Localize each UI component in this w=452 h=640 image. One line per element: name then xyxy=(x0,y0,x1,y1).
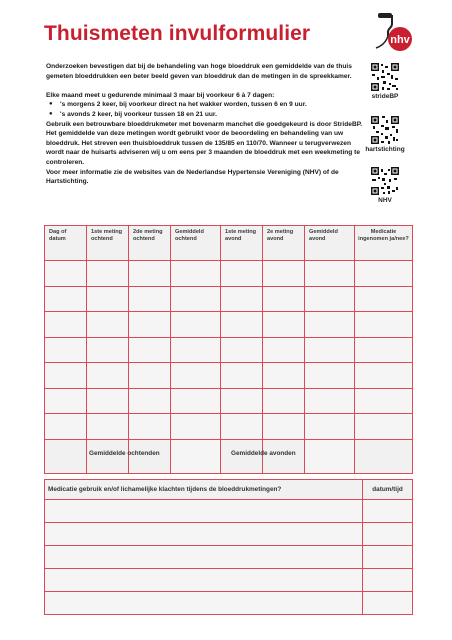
cell-medication[interactable] xyxy=(355,388,413,414)
cell-evening-avg[interactable] xyxy=(305,388,355,414)
cell-date-time[interactable] xyxy=(363,569,413,592)
cell-morning-1[interactable] xyxy=(87,363,129,389)
intro-paragraph-3: Gebruik een betrouwbare bloeddrukmeter met bovenarm manchet die goedgekeurd is door StrideBP. Het gemiddelde van deze metingen wordt gebruikt voor de beoordeling en behandeling van uw bloeddruk. Het streven een thuisbloeddruk tussen de 135/85 en 110/70. Wanneer u terugverwezen wordt naar de huisarts adviseren wij u om eens per 3 maanden de bloeddruk met een weekmeting te controleren. xyxy=(46,120,363,166)
measurement-table xyxy=(44,225,413,474)
cell-date-time[interactable] xyxy=(363,546,413,569)
cell-evening-1[interactable] xyxy=(221,363,263,389)
cell-evening-1[interactable] xyxy=(221,286,263,312)
table-row xyxy=(45,592,413,615)
qr-code-hartstichting[interactable] xyxy=(370,115,400,145)
cell-complaint[interactable] xyxy=(45,546,363,569)
cell-complaint[interactable] xyxy=(45,569,363,592)
table-row xyxy=(45,569,413,592)
header-morning-1: 1ste meting ochtend xyxy=(87,226,129,261)
cell-morning-2[interactable] xyxy=(129,363,171,389)
cell-evening-2[interactable] xyxy=(263,337,305,363)
cell-date-time[interactable] xyxy=(363,592,413,615)
cell-medication[interactable] xyxy=(355,261,413,287)
qr-label-stridebp: strideBP xyxy=(371,93,399,100)
cell-evening-avg[interactable] xyxy=(305,363,355,389)
cell-morning-avg[interactable] xyxy=(171,388,221,414)
cell-day[interactable] xyxy=(45,286,87,312)
header-day-date: Dag of datum xyxy=(45,226,87,261)
table-row xyxy=(45,388,413,414)
cell-evening-1[interactable] xyxy=(221,388,263,414)
cell-morning-2[interactable] xyxy=(129,388,171,414)
cell-morning-2[interactable] xyxy=(129,312,171,338)
header-medication-taken: Medicatie ingenomen ja/nee? xyxy=(355,226,413,261)
cell-evening-avg[interactable] xyxy=(305,261,355,287)
cell-morning-2[interactable] xyxy=(129,414,171,440)
cell-date-time[interactable] xyxy=(363,523,413,546)
cell-morning-avg[interactable] xyxy=(171,261,221,287)
qr-label-nhv: NHV xyxy=(378,197,392,204)
table-row xyxy=(45,414,413,440)
cell-date-time[interactable] xyxy=(363,500,413,523)
header-evening-2: 2e meting avond xyxy=(263,226,305,261)
cell-morning-2[interactable] xyxy=(129,261,171,287)
intro-text xyxy=(46,62,368,187)
qr-code-stridebp[interactable] xyxy=(370,62,400,92)
cell-evening-1[interactable] xyxy=(221,261,263,287)
table-row xyxy=(45,546,413,569)
cell-morning-1[interactable] xyxy=(87,261,129,287)
cell-evening-2[interactable] xyxy=(263,261,305,287)
table-row xyxy=(45,363,413,389)
cell-evening-2[interactable] xyxy=(263,286,305,312)
header-medication-complaints: Medicatie gebruik en/of lichamelijke klachten tijdens de bloeddrukmetingen? xyxy=(45,480,363,500)
header-morning-2: 2de meting ochtend xyxy=(129,226,171,261)
table-row xyxy=(45,286,413,312)
header-evening-avg: Gemiddeld avond xyxy=(305,226,355,261)
cell-day[interactable] xyxy=(45,363,87,389)
header-evening-1: 1ste meting avond xyxy=(221,226,263,261)
cell-morning-1[interactable] xyxy=(87,312,129,338)
footer-blank xyxy=(355,439,413,473)
cell-day[interactable] xyxy=(45,337,87,363)
cell-evening-avg[interactable] xyxy=(305,286,355,312)
nhv-logo xyxy=(372,10,414,56)
cell-evening-overall-avg[interactable] xyxy=(305,439,355,473)
bullet-evening: ● 's avonds 2 keer, bij voorkeur tussen 18 en 21 uur. xyxy=(46,110,368,120)
table-row xyxy=(45,261,413,287)
intro-paragraph-1: Onderzoeken bevestigen dat bij de behandeling van hoge bloeddruk een gemiddelde van de thuis gemeten bloeddrukken een beter beeld geven van bloeddruk dan de metingen in de spreekkamer. xyxy=(46,63,352,80)
cell-evening-2[interactable] xyxy=(263,363,305,389)
bullet-morning: ● 's morgens 2 keer, bij voorkeur direct na het wakker worden, tussen 6 en 9 uur. xyxy=(46,100,368,110)
cell-morning-overall-avg[interactable] xyxy=(171,439,221,473)
cell-evening-avg[interactable] xyxy=(305,312,355,338)
cell-evening-2[interactable] xyxy=(263,388,305,414)
cell-morning-avg[interactable] xyxy=(171,363,221,389)
cell-morning-1[interactable] xyxy=(87,414,129,440)
cell-morning-2[interactable] xyxy=(129,337,171,363)
cell-day[interactable] xyxy=(45,261,87,287)
page-title: Thuismeten invulformulier xyxy=(44,22,311,45)
cell-morning-1[interactable] xyxy=(87,388,129,414)
cell-day[interactable] xyxy=(45,312,87,338)
label-morning-averages: Gemiddelde ochtenden xyxy=(89,450,160,457)
cell-complaint[interactable] xyxy=(45,500,363,523)
cell-morning-avg[interactable] xyxy=(171,286,221,312)
table-row xyxy=(45,337,413,363)
qr-label-hartstichting: hartstichting xyxy=(365,146,405,153)
header-date-time: datum/tijd xyxy=(363,480,413,500)
cell-medication[interactable] xyxy=(355,363,413,389)
cell-medication[interactable] xyxy=(355,337,413,363)
cell-evening-2[interactable] xyxy=(263,312,305,338)
cell-evening-avg[interactable] xyxy=(305,414,355,440)
cell-day[interactable] xyxy=(45,414,87,440)
table-row xyxy=(45,523,413,546)
label-evening-averages: Gemiddelde avonden xyxy=(231,450,296,457)
cell-evening-1[interactable] xyxy=(221,337,263,363)
cell-morning-avg[interactable] xyxy=(171,414,221,440)
medication-header-row xyxy=(45,480,413,500)
measure-schedule-list xyxy=(46,100,368,119)
cell-medication[interactable] xyxy=(355,286,413,312)
cell-medication[interactable] xyxy=(355,414,413,440)
cell-evening-2[interactable] xyxy=(263,414,305,440)
cell-medication[interactable] xyxy=(355,312,413,338)
footer-blank xyxy=(45,439,87,473)
table-row xyxy=(45,500,413,523)
cell-morning-avg[interactable] xyxy=(171,312,221,338)
cell-complaint[interactable] xyxy=(45,523,363,546)
cell-day[interactable] xyxy=(45,388,87,414)
intro-paragraph-4: Voor meer informatie zie de websites van de Nederlandse Hypertensie Vereniging (NHV) of de Hartstichting. xyxy=(46,168,339,186)
cell-morning-avg[interactable] xyxy=(171,337,221,363)
table-row xyxy=(45,312,413,338)
measurement-header-row xyxy=(45,226,413,261)
medication-complaints-table xyxy=(44,479,413,615)
intro-paragraph-2: Elke maand meet u gedurende minimaal 3 maar bij voorkeur 6 à 7 dagen: xyxy=(46,91,275,99)
cell-evening-1[interactable] xyxy=(221,414,263,440)
header-morning-avg: Gemiddeld ochtend xyxy=(171,226,221,261)
cell-evening-avg[interactable] xyxy=(305,337,355,363)
cell-complaint[interactable] xyxy=(45,592,363,615)
cell-evening-1[interactable] xyxy=(221,312,263,338)
qr-code-nhv[interactable] xyxy=(370,166,400,196)
logo-text: nhv xyxy=(390,34,410,46)
cell-morning-2[interactable] xyxy=(129,286,171,312)
cell-morning-1[interactable] xyxy=(87,286,129,312)
cell-morning-1[interactable] xyxy=(87,337,129,363)
